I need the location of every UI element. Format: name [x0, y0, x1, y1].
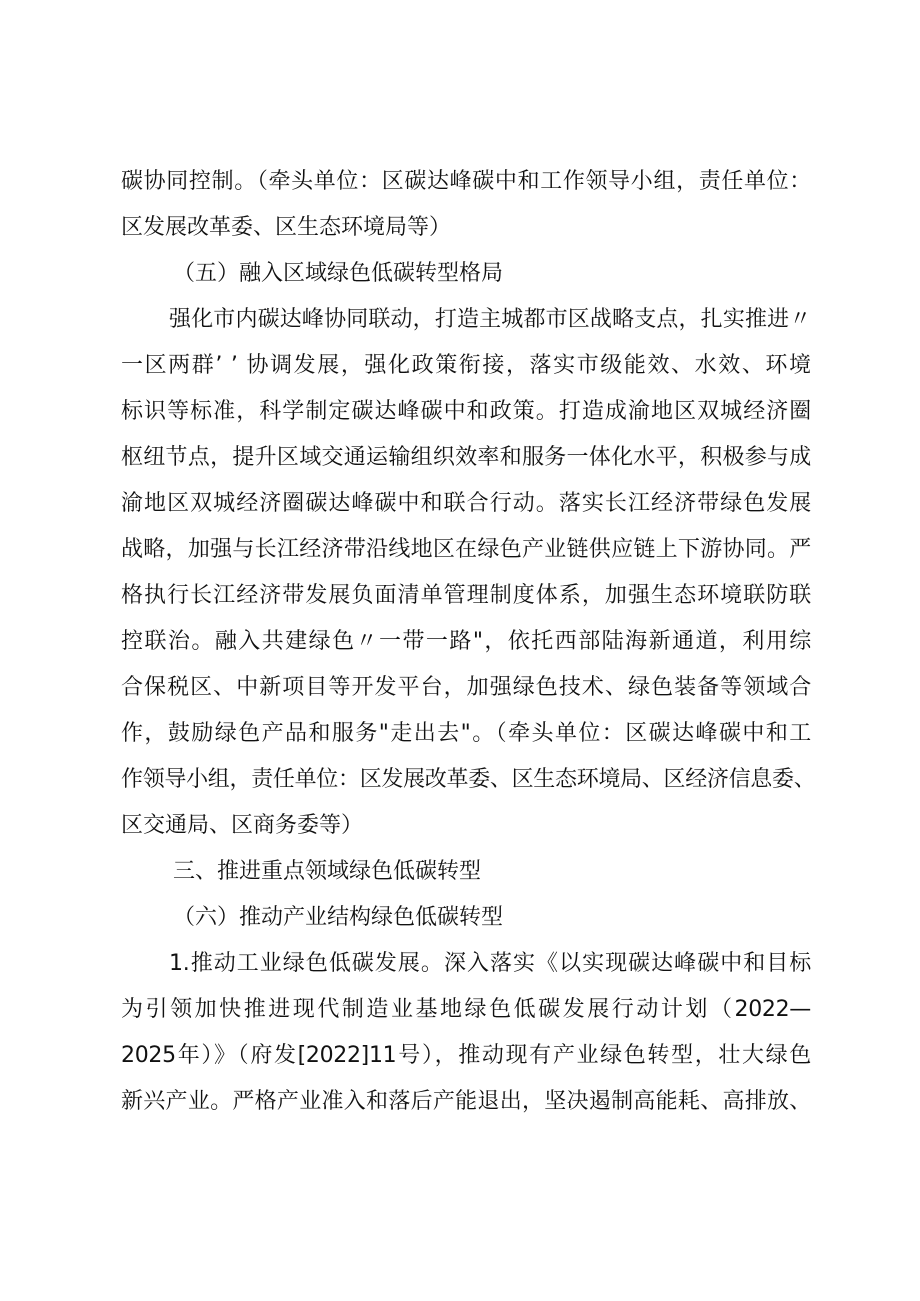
chapter-heading-3: 三、推进重点领域绿色低碳转型 [173, 859, 482, 884]
text-line-8: 渝地区双城经济圈碳达峰碳中和联合行动。落实长江经济带绿色发展 [121, 491, 811, 516]
text-line-20: 2025年）》（府发[2022]11号），推动现有产业绿色转型，壮大绿色 [121, 1043, 811, 1068]
text-line-11: 控联治。融入共建绿色〃一带一路"，依托西部陆海新通道，利用综 [121, 629, 811, 654]
text-line-21: 新兴产业。严格产业准入和落后产能退出，坚决遏制高能耗、高排放、 [121, 1089, 811, 1114]
text-line-14: 作领导小组，责任单位：区发展改革委、区生态环境局、区经济信息委、 [121, 767, 816, 792]
text-line-6: 标识等标准，科学制定碳达峰碳中和政策。打造成渝地区双城经济圈 [121, 399, 811, 424]
text-line-1: 碳协同控制。（牵头单位：区碳达峰碳中和工作领导小组，责任单位： [121, 169, 811, 194]
text-line-4: 强化市内碳达峰协同联动，打造主城都市区战略支点，扎实推进〃 [169, 307, 811, 332]
text-line-19: 为引领加快推进现代制造业基地绿色低碳发展行动计划（2022— [121, 997, 811, 1022]
text-line-12: 合保税区、中新项目等开发平台，加强绿色技术、绿色装备等领域合 [121, 675, 811, 700]
text-line-13: 作，鼓励绿色产品和服务"走出去"。（牵头单位：区碳达峰碳中和工 [121, 721, 811, 746]
text-line-2: 区发展改革委、区生态环境局等） [121, 215, 452, 240]
section-heading-6: （六）推动产业结构绿色低碳转型 [173, 905, 504, 930]
text-line-5: 一区两群’ ’ 协调发展，强化政策衔接，落实市级能效、水效、环境 [121, 353, 811, 378]
text-line-9: 战略，加强与长江经济带沿线地区在绿色产业链供应链上下游协同。严 [121, 537, 811, 562]
text-line-15: 区交通局、区商务委等） [121, 813, 364, 838]
text-line-18: 1.推动工业绿色低碳发展。深入落实《以实现碳达峰碳中和目标 [169, 951, 811, 976]
text-line-10: 格执行长江经济带发展负面清单管理制度体系，加强生态环境联防联 [121, 583, 811, 608]
document-body [121, 159, 816, 1125]
section-heading-5: （五）融入区域绿色低碳转型格局 [173, 261, 504, 286]
text-line-7: 枢纽节点，提升区域交通运输组织效率和服务一体化水平，积极参与成 [121, 445, 811, 470]
